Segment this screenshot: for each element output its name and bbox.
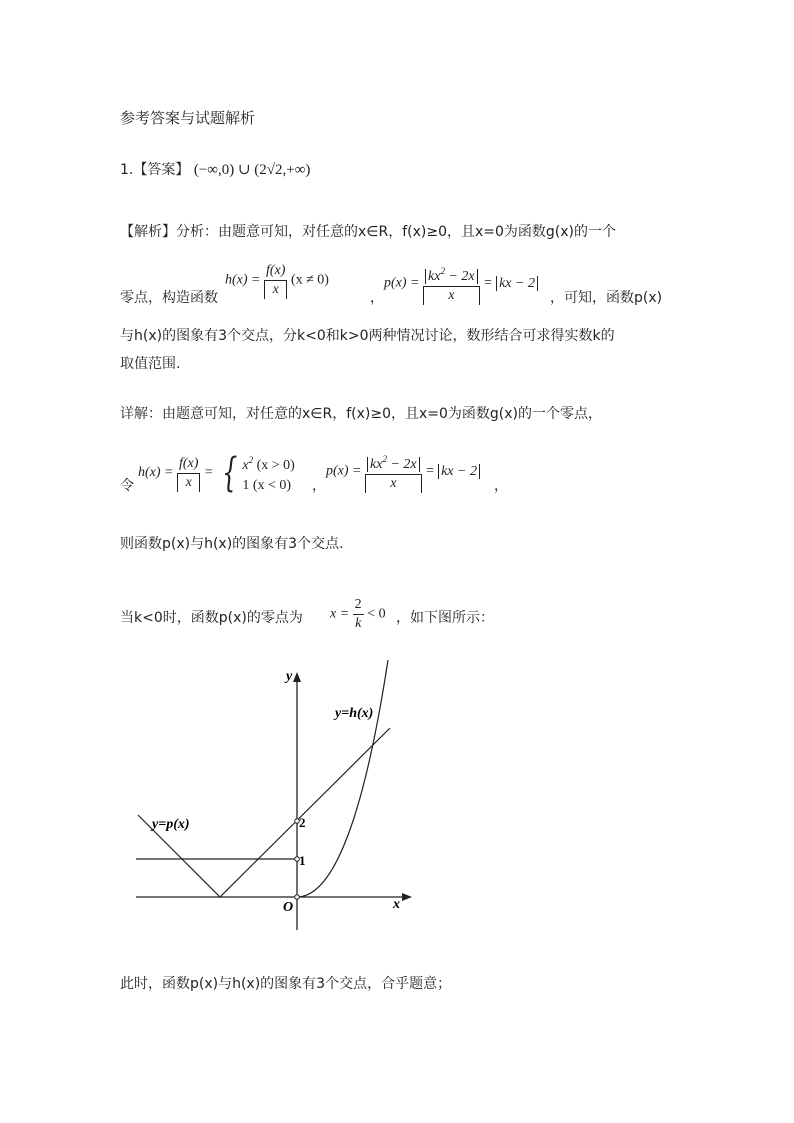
tick-label-1: 1 xyxy=(299,853,306,868)
y-axis-arrow xyxy=(293,672,301,682)
answer-label: 【答案】 xyxy=(133,162,190,178)
case-negative-line xyxy=(120,596,680,636)
formula-p-definition: p(x) = $\frac{kx^2 - 2x}{x}$ = kx − 2 xyxy=(384,262,538,305)
analysis-line-3: 与h(x)的图象有3个交点，分k<0和k>0两种情况讨论，数形结合可求得实数k的 xyxy=(120,328,615,344)
p-graph xyxy=(138,728,390,897)
case-neg-text-1: 当k<0时，函数p(x)的零点为 xyxy=(120,610,303,626)
analysis-text-1: 分析：由题意可知，对任意的x∈R，f(x)≥0，且x=0为函数g(x)的一个 xyxy=(176,224,617,240)
analysis-text-2-end: ，可知，函数p(x) xyxy=(550,290,663,306)
detail-let: 令 xyxy=(120,478,134,494)
formula-h-definition: h(x) = $\frac{f(x)}{x}$ (x ≠ 0) xyxy=(225,263,329,297)
h-curve-label: y=h(x) xyxy=(335,706,374,721)
answer-value: (−∞,0) ∪ (2√2,+∞) xyxy=(193,162,311,178)
y-axis-label: y xyxy=(286,669,293,684)
p-curve-label: y=p(x) xyxy=(152,817,190,832)
conclusion-line: 此时，函数p(x)与h(x)的图象有3个交点，合乎题意； xyxy=(120,976,452,992)
answer-line xyxy=(120,160,680,180)
comma-2: ， xyxy=(312,478,326,494)
formula-p-piecewise: p(x) = $\frac{kx^2 - 2x}{x}$ = kx − 2 xyxy=(326,450,480,493)
detail-line-2 xyxy=(120,448,680,500)
comma-3: ， xyxy=(494,478,508,494)
function-graph-figure xyxy=(130,660,420,940)
origin-label: O xyxy=(283,900,294,915)
analysis-label: 【解析】 xyxy=(120,224,176,240)
tick-label-2: 2 xyxy=(299,815,306,830)
origin-open-point xyxy=(295,895,300,900)
section-heading: 参考答案与试题解析 xyxy=(120,109,256,127)
case-neg-text-2: ，如下图所示： xyxy=(396,610,494,626)
formula-h-piecewise: h(x) = $\frac{f(x)}{x}$ = { $x^2$ (x > 0) 1 (x < 0) xyxy=(138,450,295,496)
detail-line-1: 详解：由题意可知，对任意的x∈R，f(x)≥0，且x=0为函数g(x)的一个零点， xyxy=(120,406,603,422)
analysis-text-2-start: 零点，构造函数 xyxy=(120,290,218,306)
question-number: 1. xyxy=(120,162,134,178)
analysis-line-1 xyxy=(120,222,680,242)
h-parabola-branch xyxy=(297,660,388,897)
comma-1: ， xyxy=(370,290,384,306)
analysis-line-4: 取值范围. xyxy=(120,356,181,372)
x-axis-label: x xyxy=(393,897,400,912)
analysis-line-2 xyxy=(120,262,680,310)
formula-zero-point: x = $\frac{2}{k}$ < 0 xyxy=(330,597,386,631)
x-axis-arrow xyxy=(402,893,412,901)
detail-line-3: 则函数p(x)与h(x)的图象有3个交点. xyxy=(120,536,344,552)
